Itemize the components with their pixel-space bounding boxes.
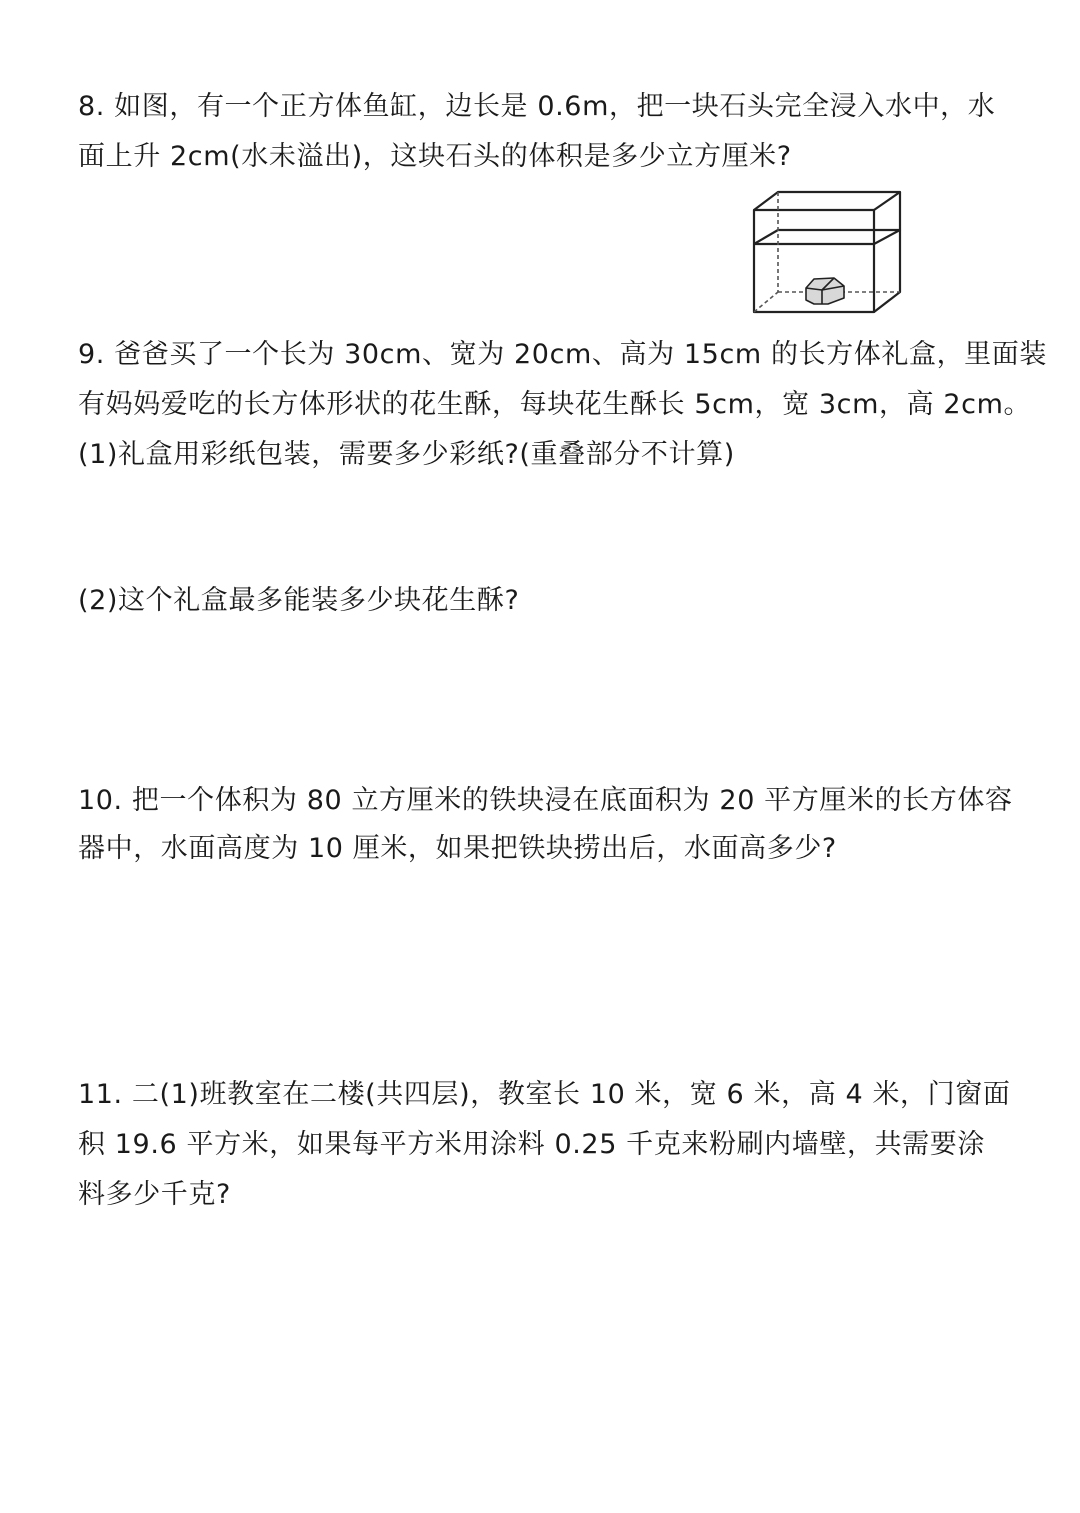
q9-text-line-2: 有妈妈爱吃的长方体形状的花生酥，每块花生酥长 5cm，宽 3cm，高 2cm。: [78, 389, 1032, 420]
q10-text-line-1: 10. 把一个体积为 80 立方厘米的铁块浸在底面积为 20 平方厘米的长方体容: [78, 785, 1013, 816]
fish-tank-figure: [748, 188, 908, 318]
q11-text-line-2: 积 19.6 平方米，如果每平方米用涂料 0.25 千克来粉刷内墙壁，共需要涂: [78, 1129, 985, 1160]
q9-part-2: (2)这个礼盒最多能装多少块花生酥?: [78, 585, 520, 616]
q8-text-line-1: 8. 如图，有一个正方体鱼缸，边长是 0.6m，把一块石头完全浸入水中，水: [78, 91, 996, 122]
q11-text-line-3: 料多少千克?: [78, 1179, 231, 1210]
q8-text-line-2: 面上升 2cm(水未溢出)，这块石头的体积是多少立方厘米?: [78, 141, 792, 172]
q9-text-line-1: 9. 爸爸买了一个长为 30cm、宽为 20cm、高为 15cm 的长方体礼盒，里面装: [78, 339, 1047, 370]
q10-text-line-2: 器中，水面高度为 10 厘米，如果把铁块捞出后，水面高多少?: [78, 833, 837, 864]
q9-part-1: (1)礼盒用彩纸包装，需要多少彩纸?(重叠部分不计算): [78, 439, 735, 470]
stone-icon: [806, 278, 844, 304]
q11-text-line-1: 11. 二(1)班教室在二楼(共四层)，教室长 10 米，宽 6 米，高 4 米，门窗面: [78, 1079, 1011, 1110]
